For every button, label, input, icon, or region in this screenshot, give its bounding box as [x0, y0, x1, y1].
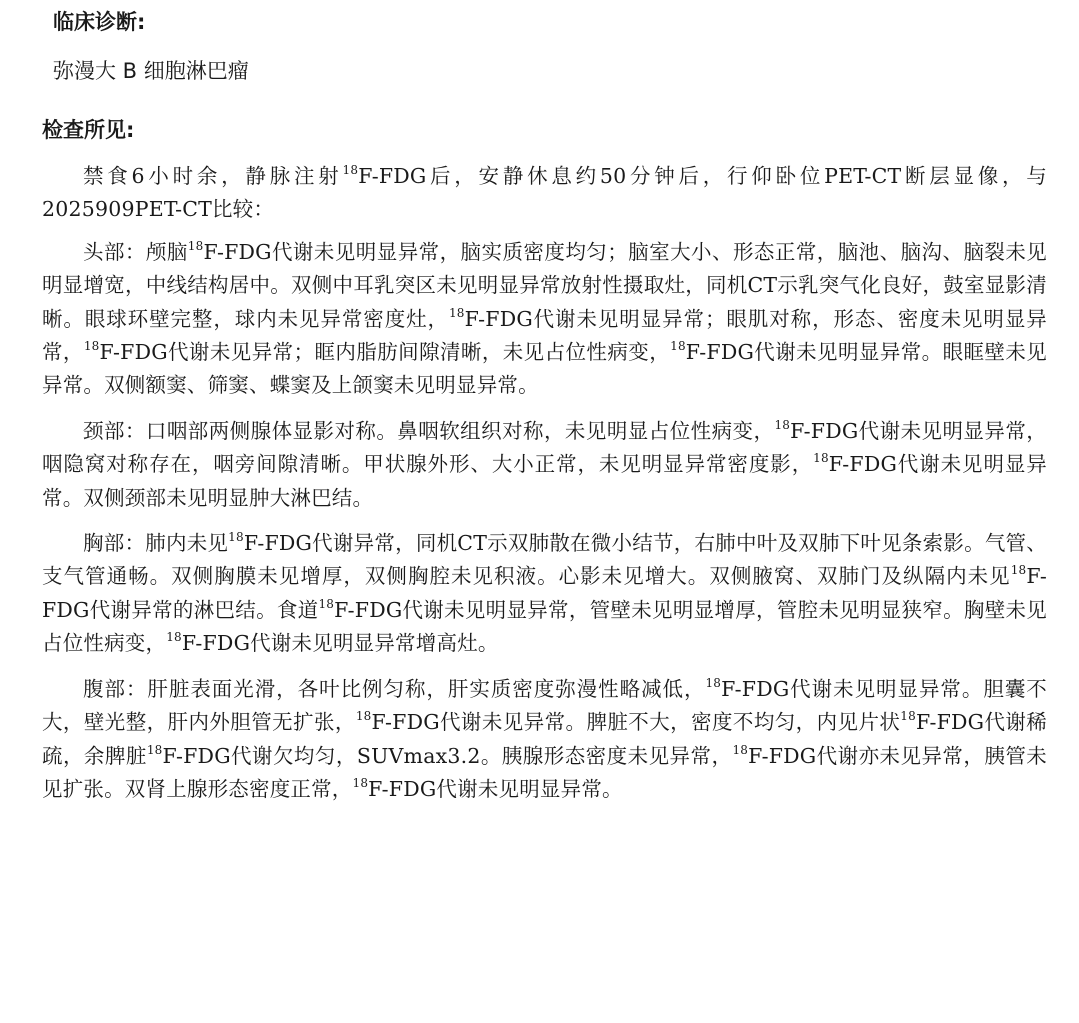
segment-text: F-FDG代谢异常，同机CT示双肺散在微小结节，右肺中叶及双肺下叶见条索影。气管、支气管通畅。双侧胸膜未见增厚，双侧胸腔未见积液。心影未见增大。双侧腋窝、双肺门及纵隔内未见	[42, 531, 1047, 589]
segment-text: F-FDG后，安静休息约50分钟后，行仰卧位PET-CT断层显像，与2025909PET-CT比较：	[42, 164, 1047, 222]
isotope-superscript: 18	[146, 742, 163, 757]
clinical-diagnosis-heading: 临床诊断:	[53, 10, 146, 34]
text-segment	[84, 340, 670, 364]
text-segment	[356, 710, 900, 734]
findings-paragraph-head	[42, 236, 1047, 403]
segment-text: 颈部：口咽部两侧腺体显影对称。鼻咽软组织对称，未见明显占位性病变，	[83, 418, 775, 443]
isotope-superscript: 18	[318, 596, 335, 611]
isotope-superscript: 18	[448, 305, 465, 320]
findings-paragraph-intro	[42, 160, 1047, 227]
text-segment	[166, 631, 498, 655]
clinical-diagnosis-value: 弥漫大 B 细胞淋巴瘤	[53, 59, 249, 83]
findings-paragraph-neck	[42, 415, 1047, 515]
isotope-superscript: 18	[228, 530, 244, 545]
isotope-superscript: 18	[670, 339, 686, 354]
segment-text: F-FDG代谢未见明显异常。双侧颈部未见明显肿大淋巴结。	[42, 452, 1048, 510]
segment-text: 头部：颅脑	[83, 239, 188, 264]
isotope-superscript: 18	[355, 709, 372, 724]
isotope-superscript: 18	[900, 709, 916, 724]
segment-text: F-FDG代谢未见明显异常增高灶。	[181, 631, 499, 656]
segment-text: F-FDG代谢稀疏，余脾脏	[42, 710, 1048, 768]
segment-text: F-FDG代谢未见异常；眶内脂肪间隙清晰，未见占位性病变，	[99, 340, 671, 365]
segment-text: 胸部：肺内未见	[83, 531, 229, 556]
isotope-superscript: 18	[342, 163, 359, 177]
segment-text: F-FDG代谢未见明显异常；眼肌对称，形态、密度未见明显异常，	[42, 306, 1047, 365]
findings-paragraph-chest	[42, 527, 1047, 661]
findings-body	[42, 160, 1047, 818]
isotope-superscript: 18	[83, 339, 100, 354]
isotope-superscript: 18	[774, 417, 791, 432]
isotope-superscript: 18	[813, 451, 829, 466]
text-segment	[83, 240, 188, 264]
segment-text: F-FDG代谢亦未见异常，胰管未见扩张。双肾上腺形态密度正常，	[42, 743, 1047, 801]
segment-text: F-FDG代谢欠均匀，SUVmax3.2。胰腺形态密度未见异常，	[162, 743, 733, 768]
segment-text: F-FDG代谢未见明显异常，咽隐窝对称存在，咽旁间隙清晰。甲状腺外形、大小正常，未见明显异常密度影，	[42, 418, 1047, 477]
isotope-superscript: 18	[705, 675, 722, 690]
segment-text: F-FDG代谢未见异常。脾脏不大，密度不均匀，内见片状	[371, 710, 901, 735]
isotope-superscript: 18	[352, 775, 369, 790]
segment-text: F-FDG代谢异常的淋巴结。食道	[42, 564, 1047, 622]
segment-text: 禁食6小时余，静脉注射	[83, 164, 343, 188]
segment-text: F-FDG代谢未见明显异常。眼眶壁未见异常。双侧额窦、筛窦、蝶窦及上颌窦未见明显异常。	[42, 340, 1047, 398]
text-segment	[83, 164, 343, 188]
segment-text: F-FDG代谢未见明显异常，脑实质密度均匀；脑室大小、形态正常，脑池、脑沟、脑裂未见明显增宽，中线结构居中。双侧中耳乳突区未见明显异常放射性摄取灶，同机CT示乳突气化良好，鼓室显影清晰。眼球环壁完整，球内未见异常密度灶，	[42, 239, 1048, 331]
text-segment	[83, 677, 705, 701]
isotope-superscript: 18	[732, 742, 749, 757]
text-segment	[353, 777, 623, 801]
text-segment	[147, 744, 733, 768]
segment-text: F-FDG代谢未见明显异常。胆囊不大，壁光整，肝内外胆管无扩张，	[42, 676, 1047, 735]
isotope-superscript: 18	[1010, 563, 1027, 578]
text-segment	[83, 531, 228, 555]
isotope-superscript: 18	[166, 630, 182, 645]
text-segment	[83, 419, 774, 443]
segment-text: F-FDG代谢未见明显异常。	[368, 776, 623, 801]
findings-heading: 检查所见:	[42, 118, 135, 142]
segment-text: 腹部：肝脏表面光滑，各叶比例匀称，肝实质密度弥漫性略减低，	[83, 676, 706, 701]
isotope-superscript: 18	[187, 238, 204, 253]
findings-paragraph-abdomen	[42, 673, 1047, 807]
segment-text: F-FDG代谢未见明显异常，管壁未见明显增厚，管腔未见明显狭窄。胸壁未见占位性病变，	[42, 597, 1047, 656]
